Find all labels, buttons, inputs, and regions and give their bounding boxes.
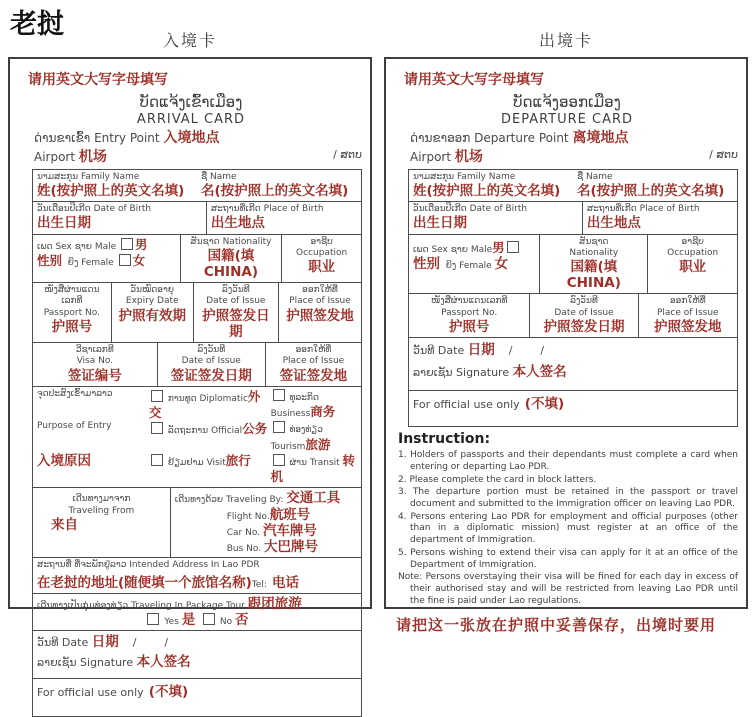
visa-no-zh: 签证编号 — [67, 367, 122, 384]
male-zh: 男 — [135, 236, 148, 252]
female-checkbox[interactable] — [119, 254, 131, 266]
traveling-by-zh: 交通工具 — [286, 490, 341, 507]
traveling-from-lao: ເດີນທາງມາຈາກ — [72, 494, 131, 505]
passport-no-lao: ໜັງສືຜ່ານແດນເລກທີ — [44, 285, 100, 307]
transit-lao: ຜ່ານ — [289, 457, 307, 468]
dep-male-zh: 男 — [492, 239, 505, 255]
business-lao: ທຸລະກິດ — [289, 392, 319, 403]
signature-lao: ລາຍເຊັນ — [37, 656, 77, 670]
dep-signature-lao: ລາຍເຊັນ — [413, 366, 453, 380]
dep-dob-lao: ວັນເດືອນປີເກີດ — [413, 204, 467, 215]
dep-passport-no-lao: ໜັງສືຜ່ານແດນເລກທີ — [430, 296, 508, 307]
date-en: Date — [61, 636, 89, 650]
dep-female-en: Female — [459, 260, 492, 271]
address-row — [33, 558, 361, 594]
dep-family-name-en: Family Name — [456, 171, 516, 182]
dep-male-en: Male — [470, 244, 493, 255]
bus-no-zh: 大巴牌号 — [264, 539, 318, 556]
given-name-lao: ຊື່ — [201, 171, 208, 182]
tourism-en: Tourism — [270, 441, 306, 452]
diplomatic-checkbox[interactable] — [151, 390, 163, 402]
expiry-lao: ວັນໝົດອາຍຸ — [130, 285, 175, 296]
male-checkbox[interactable] — [121, 238, 133, 250]
instruction-title: Instruction: — [398, 431, 491, 448]
male-lao: ຊາຍ — [74, 241, 92, 252]
pp-issue-place-en: Place of Issue — [289, 296, 351, 307]
dep-birth-row — [409, 202, 737, 234]
yes-checkbox[interactable] — [147, 613, 159, 625]
passport-issue-date-field[interactable] — [194, 283, 279, 342]
airport-en: Airport — [34, 149, 76, 164]
nationality-lao: ສັນຊາດ — [190, 236, 220, 247]
entry-point-lao: ດ່ານຂາເຂົ້າ — [34, 131, 91, 146]
dep-official-use-en: For official use only — [413, 398, 520, 412]
arrival-title-lao: ບັດແຈ້ງເຂົ້າເມືອງ — [139, 93, 243, 111]
bus-no-en: Bus No. — [226, 544, 262, 555]
dep-pob-en: Place of Birth — [639, 204, 700, 215]
car-no-en: Car No. — [226, 527, 261, 538]
official-use-en: For official use only — [37, 685, 144, 699]
pp-issue-date-zh: 护照签发日期 — [202, 307, 270, 340]
dep-signature-zh: 本人签名 — [512, 364, 567, 381]
arrival-corner-code: / ສຕບ — [333, 147, 362, 161]
female-en: Female — [81, 257, 114, 268]
dep-pp-issue-date-zh: 护照签发日期 — [543, 318, 625, 335]
arrival-card-column — [8, 28, 372, 700]
place-of-birth-field[interactable] — [207, 202, 361, 233]
date-lao: ວັນທີ — [37, 636, 59, 650]
diplomatic-lao: ການທູດ — [167, 393, 197, 404]
visa-no-lao: ວີຊາເລກທີ — [75, 345, 114, 356]
page-title: 老挝 — [10, 9, 64, 40]
visa-issue-date-zh: 签证签发日期 — [170, 367, 252, 384]
dep-occupation-field[interactable] — [648, 235, 737, 294]
dep-family-name-field[interactable] — [409, 170, 573, 201]
official-use-row — [33, 679, 361, 716]
dep-male-lao: ຊາຍ — [450, 244, 468, 255]
dep-date-of-birth-field[interactable] — [409, 202, 583, 233]
dep-sex-en: Sex — [431, 244, 448, 255]
official-en: Official — [210, 426, 243, 437]
yes-en: Yes — [164, 617, 179, 628]
yes-zh: 是 — [181, 612, 196, 629]
female-zh: 女 — [132, 252, 146, 268]
nationality-field[interactable] — [181, 235, 283, 283]
address-zh: 在老挝的地址(随便填一个旅馆名称) — [37, 574, 252, 591]
given-name-zh: 名(按护照上的英文名填) — [201, 182, 349, 199]
signature-zh: 本人签名 — [136, 654, 191, 671]
signature-en: Signature — [80, 656, 134, 670]
instruction-item-4: 4. Persons entering Lao PDR for employment and official purposes (other than in a diplomatic mission) must register at an office of the department of Immigration. — [398, 511, 738, 546]
dep-given-name-zh: 名(按护照上的英文名填) — [577, 182, 725, 199]
sex-lao: ເພດ — [37, 241, 53, 252]
car-no-zh: 汽车牌号 — [262, 522, 317, 539]
arrival-title-en: ARRIVAL CARD — [136, 111, 246, 127]
instruction-item-1: 1. Holders of passports and their dependants must complete a card when entering or departing Lao PDR. — [398, 450, 738, 473]
passport-no-zh: 护照号 — [51, 318, 93, 335]
dep-pob-zh: 出生地点 — [586, 215, 641, 232]
dep-name-row — [409, 170, 737, 202]
dep-official-use-row — [409, 391, 737, 426]
intended-address-field[interactable] — [33, 558, 361, 593]
date-signature-row — [33, 631, 361, 679]
sex-en: Sex — [55, 241, 72, 252]
instruction-item-5: 5. Persons wishing to extend their visa can apply for it at an office of the Department of Immigration. — [398, 547, 738, 570]
expiry-zh: 护照有效期 — [118, 307, 186, 324]
dep-dob-en: Date of Birth — [469, 204, 528, 215]
expiry-en: Expiry Date — [125, 296, 179, 307]
dep-nationality-en: Nationality — [569, 247, 619, 258]
departure-point-line — [410, 129, 738, 147]
traveling-row — [33, 488, 361, 558]
dep-official-use-field — [409, 391, 737, 426]
dep-pp-issue-date-en: Date of Issue — [554, 307, 614, 318]
dob-zh: 出生日期 — [37, 215, 91, 232]
dep-date-en: Date — [437, 344, 465, 358]
business-en: Business — [270, 409, 311, 420]
flight-no-zh: 航班号 — [269, 506, 311, 523]
pp-issue-place-zh: 护照签发地 — [286, 307, 354, 324]
airport-zh: 机场 — [78, 148, 107, 165]
transit-zh: 转机 — [270, 452, 356, 485]
departure-card-label: 出境卡 — [538, 31, 593, 50]
visa-issue-date-field[interactable] — [158, 343, 266, 386]
visa-issue-place-lao: ອອກໃຫ້ທີ່ — [295, 345, 332, 356]
departure-point-zh: 离境地点 — [572, 130, 629, 147]
official-zh: 公务 — [242, 421, 268, 437]
dep-pp-issue-place-en: Place of Issue — [656, 307, 719, 318]
dep-male-checkbox[interactable] — [507, 241, 519, 253]
visit-en: Visit — [206, 457, 226, 468]
nationality-zh: 国籍(填CHINA) — [203, 247, 258, 281]
visit-zh: 旅行 — [225, 452, 251, 468]
instruction-list — [396, 450, 738, 608]
entry-point-zh: 入境地点 — [163, 130, 220, 147]
dep-passport-no-zh: 护照号 — [448, 318, 490, 335]
birth-row — [33, 202, 361, 234]
traveling-from-zh: 来自 — [51, 516, 78, 533]
dep-passport-issue-date-field[interactable] — [530, 294, 638, 337]
package-zh: 跟团旅游 — [247, 595, 302, 612]
visa-issue-date-en: Date of Issue — [181, 356, 241, 367]
visa-issue-place-en: Place of Issue — [282, 356, 345, 367]
visa-row — [33, 343, 361, 387]
family-name-field[interactable] — [33, 170, 197, 201]
dep-occupation-en: Occupation — [667, 247, 719, 258]
dep-female-lao: ຍິງ — [445, 260, 457, 271]
tourism-checkbox[interactable] — [273, 421, 285, 433]
dep-given-name-en: Name — [586, 171, 613, 182]
dep-passport-no-en: Passport No. — [441, 307, 498, 318]
traveling-by-field[interactable] — [171, 488, 361, 557]
arrival-card — [8, 57, 372, 700]
dep-pp-issue-date-lao: ລົງວັນທີ — [570, 296, 598, 307]
expiry-date-field[interactable] — [112, 283, 194, 342]
dep-passport-no-field[interactable] — [409, 294, 530, 337]
sex-field — [33, 235, 181, 283]
keep-in-passport-note: 请把这一张放在护照中妥善保存，出境时要用 — [396, 616, 717, 635]
official-use-zh: (不填) — [148, 683, 189, 700]
pp-issue-date-lao: ລົງວັນທີ — [222, 285, 250, 296]
pp-issue-place-lao: ອອກໃຫ້ທີ່ — [302, 285, 338, 296]
occupation-lao: ອາຊີບ — [310, 236, 333, 247]
official-lao: ລັດຖະການ — [167, 426, 209, 437]
occupation-field[interactable] — [282, 235, 361, 283]
dep-signature-en: Signature — [456, 366, 510, 380]
visa-no-en: Visa No. — [76, 356, 114, 367]
no-zh: 否 — [235, 612, 249, 629]
departure-title-lao: ບັດແຈ້ງອອກເມືອງ — [513, 93, 621, 111]
dep-given-name-lao: ຊື່ — [577, 171, 584, 182]
traveling-by-en: Traveling By: — [225, 495, 284, 506]
arrival-table — [32, 169, 362, 717]
departure-point-lao: ດ່ານຂາອອກ — [410, 131, 471, 146]
tel-en: Tel: — [251, 579, 267, 590]
departure-card — [384, 57, 748, 635]
departure-corner-code: / ສຕບ — [709, 147, 738, 161]
dep-date-lao: ວັນທີ — [413, 344, 435, 358]
official-use-field — [33, 679, 361, 716]
business-checkbox[interactable] — [273, 389, 285, 401]
instruction-item-3: 3. The departure portion must be retained in the passport or travel document and submitted to the Immigration officer on leaving Lao PDR. — [398, 487, 738, 510]
pp-issue-date-en: Date of Issue — [206, 296, 266, 307]
dob-lao: ວັນເດືອນປີເກີດ — [37, 204, 91, 215]
purpose-row — [33, 387, 361, 489]
dep-occupation-zh: 职业 — [679, 259, 707, 276]
dep-airport-zh: 机场 — [454, 148, 483, 165]
given-name-en: Name — [210, 171, 237, 182]
dep-nationality-field[interactable] — [540, 235, 648, 294]
dep-female-zh: 女 — [494, 255, 509, 272]
dep-pp-issue-place-lao: ອອກໃຫ້ທີ່ — [669, 296, 706, 307]
purpose-field — [33, 387, 361, 488]
arrival-airport-line — [34, 148, 362, 166]
departure-airport-line — [410, 148, 738, 166]
occupation-zh: 职业 — [308, 259, 336, 276]
dep-nationality-lao: ສັນຊາດ — [579, 236, 609, 247]
passport-issue-place-field[interactable] — [279, 283, 361, 342]
address-lao: ສະຖານທີ່ ທີ່ຈະພັກຢູ່ລາວ — [37, 560, 127, 571]
passport-no-en: Passport No. — [43, 307, 100, 318]
dep-date-signature-row — [409, 338, 737, 391]
date-slashes: / / — [132, 636, 169, 650]
date-zh: 日期 — [91, 634, 119, 651]
no-en: No — [219, 617, 233, 628]
dep-sex-zh: 性别 — [413, 255, 440, 272]
purpose-zh: 入境原因 — [37, 452, 91, 469]
dep-sex-nationality-row — [409, 235, 737, 295]
departure-point-en: Departure Point — [474, 131, 569, 146]
flight-no-en: Flight No. — [226, 511, 270, 522]
date-of-birth-field[interactable] — [33, 202, 207, 233]
visit-lao: ຢ້ຽມຢາມ — [167, 457, 204, 468]
dep-pp-issue-place-zh: 护照签发地 — [654, 318, 722, 335]
instruction-note: Note: Persons overstaying their visa will be fined for each day in excess of their authorised stay and will be restricted from leaving Lao PDR until the fine is paid under Lao regulations. — [398, 572, 738, 606]
given-name-field[interactable] — [197, 170, 361, 201]
official-checkbox[interactable] — [151, 422, 163, 434]
arrival-card-label: 入境卡 — [162, 31, 217, 50]
dob-en: Date of Birth — [93, 204, 152, 215]
dep-sex-lao: ເພດ — [413, 244, 429, 255]
female-lao: ຍິງ — [67, 257, 79, 268]
departure-fill-notice: 请用英文大写字母填写 — [404, 72, 544, 88]
male-en: Male — [94, 241, 117, 252]
departure-title-en: DEPARTURE CARD — [500, 111, 634, 127]
tel-zh: 电话 — [271, 574, 299, 591]
nationality-en: Nationality — [222, 236, 272, 247]
dep-nationality-zh: 国籍(填CHINA) — [566, 259, 621, 292]
dep-family-name-lao: ນາມສະກຸນ — [413, 171, 455, 182]
visa-issue-place-field[interactable] — [266, 343, 361, 386]
diplomatic-en: Diplomatic — [199, 393, 248, 404]
departure-table — [408, 169, 738, 428]
sex-nationality-row — [33, 235, 361, 284]
pob-zh: 出生地点 — [210, 215, 265, 232]
purpose-en: Purpose of Entry — [37, 421, 112, 432]
cards-container — [0, 28, 756, 700]
family-name-en: Family Name — [80, 171, 140, 182]
arrival-fill-notice: 请用英文大写字母填写 — [28, 72, 168, 88]
traveling-from-field[interactable] — [33, 488, 171, 557]
entry-point-en: Entry Point — [94, 131, 160, 146]
family-name-zh: 姓(按护照上的英文名填) — [37, 182, 185, 199]
dep-sex-field — [409, 235, 540, 294]
tourism-zh: 旅游 — [305, 436, 331, 452]
no-checkbox[interactable] — [203, 613, 215, 625]
dep-place-of-birth-field[interactable] — [583, 202, 737, 233]
visit-checkbox[interactable] — [151, 454, 163, 466]
dep-date-signature-field[interactable] — [409, 338, 737, 390]
passport-row — [33, 283, 361, 343]
dep-dob-zh: 出生日期 — [413, 215, 467, 232]
departure-card-column — [384, 28, 748, 635]
instruction-item-2: 2. Please complete the card in block latters. — [398, 474, 597, 485]
date-signature-field[interactable] — [33, 631, 361, 678]
dep-passport-issue-place-field[interactable] — [639, 294, 737, 337]
pob-en: Place of Birth — [263, 204, 324, 215]
passport-no-field[interactable] — [33, 283, 112, 342]
occupation-en: Occupation — [296, 247, 348, 258]
business-zh: 商务 — [310, 404, 336, 420]
name-row — [33, 170, 361, 202]
visa-issue-date-lao: ລົງວັນທີ — [197, 345, 226, 356]
package-en: Traveling In Package Tour — [131, 600, 245, 611]
visa-issue-place-zh: 签证签发地 — [279, 367, 348, 384]
visa-no-field[interactable] — [33, 343, 158, 386]
sex-zh: 性别 — [37, 252, 63, 268]
package-lao: ເດີນທາງເປັນກຸ່ມທ່ອງທ່ຽວ — [37, 600, 129, 611]
dep-date-zh: 日期 — [467, 342, 495, 359]
tourism-lao: ທ່ອງທ່ຽວ — [289, 425, 323, 436]
family-name-lao: ນາມສະກຸນ — [37, 171, 79, 182]
arrival-entry-point-line — [34, 129, 362, 147]
dep-airport-en: Airport — [410, 149, 452, 164]
transit-en: Transit — [309, 457, 340, 468]
diplomatic-zh: 外交 — [149, 388, 261, 421]
transit-checkbox[interactable] — [273, 454, 285, 466]
dep-given-name-field[interactable] — [573, 170, 737, 201]
dep-official-use-zh: (不填) — [524, 396, 565, 413]
dep-pob-lao: ສະຖານທີ່ເກີດ — [586, 204, 637, 215]
dep-family-name-zh: 姓(按护照上的英文名填) — [413, 182, 561, 199]
purpose-lao: ຈຸດປະສົງເຂົ້າມາລາວ — [37, 388, 113, 399]
address-en: Intended Address In Lao PDR — [129, 560, 260, 571]
pob-lao: ສະຖານທີ່ເກີດ — [210, 204, 261, 215]
traveling-from-en: Traveling From — [68, 505, 135, 516]
dep-occupation-lao: ອາຊີບ — [681, 236, 704, 247]
dep-passport-row — [409, 294, 737, 338]
dep-date-slashes: / / — [508, 344, 545, 358]
package-tour-row — [33, 594, 361, 632]
traveling-by-lao: ເດີນທາງດ້ວຍ — [174, 495, 224, 506]
